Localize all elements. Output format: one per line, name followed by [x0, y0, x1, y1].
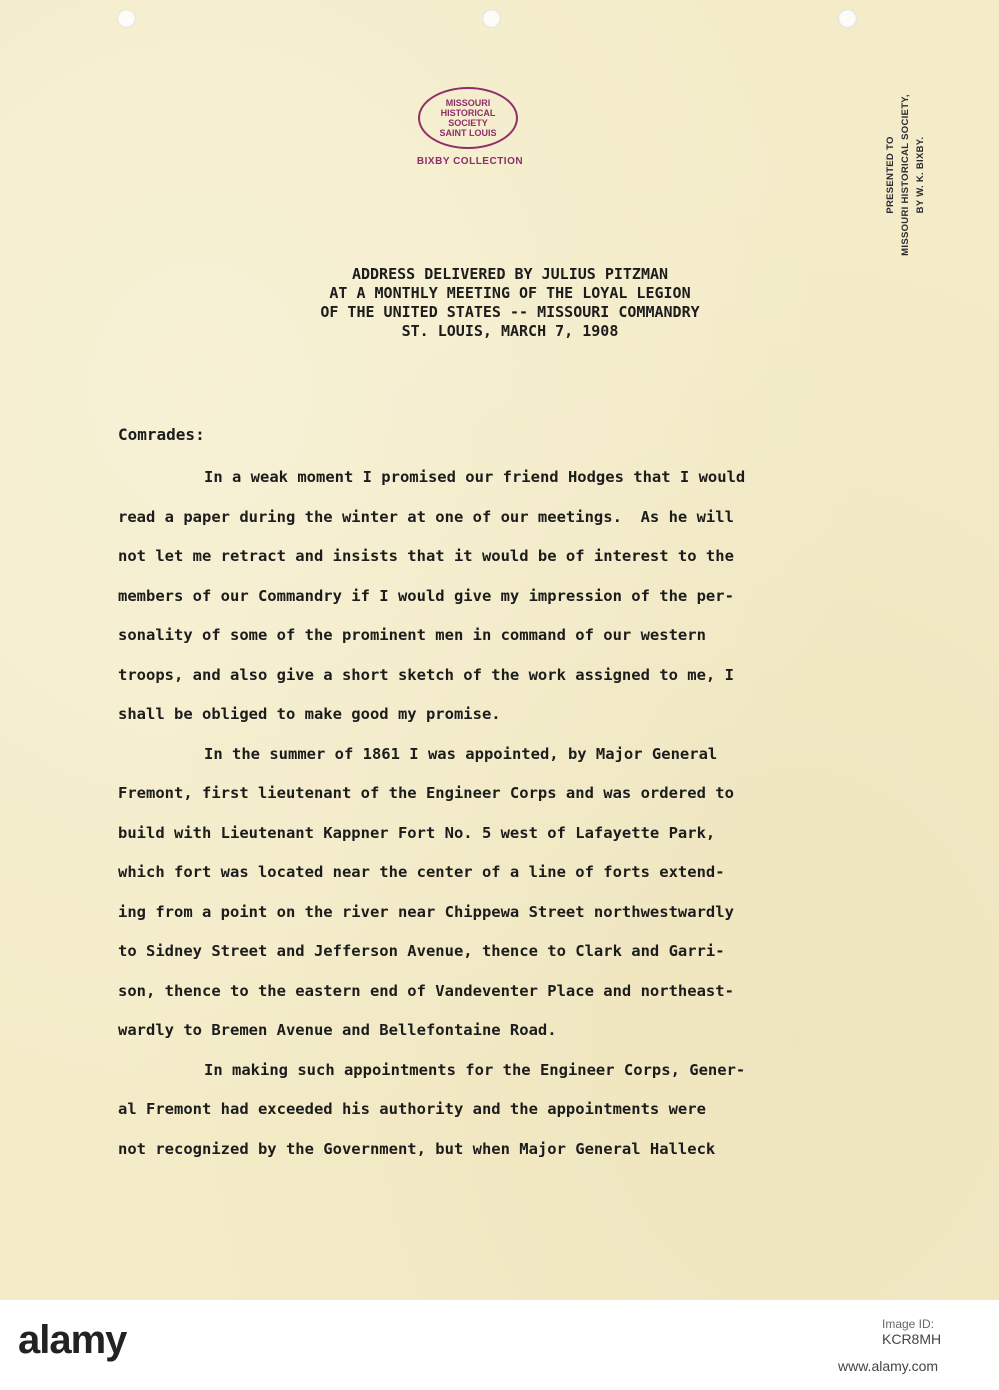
text-line: shall be obliged to make good my promise. — [118, 705, 501, 723]
side-stamp-line: BY W. K. BIXBY. — [915, 136, 926, 214]
text-line: ing from a point on the river near Chippewa Street northwestwardly — [118, 902, 734, 921]
text-line: troops, and also give a short sketch of the work assigned to me, I — [118, 665, 734, 684]
text-line: wardly to Bremen Avenue and Bellefontaine Road. — [118, 1021, 557, 1039]
historical-society-stamp — [418, 87, 518, 149]
presented-by-stamp — [883, 80, 928, 270]
stamp-line: SAINT LOUIS — [439, 128, 497, 138]
text-line: al Fremont had exceeded his authority and the appointments were — [118, 1100, 706, 1118]
watermark-footer — [0, 1300, 999, 1390]
side-stamp-line: PRESENTED TO — [885, 136, 896, 214]
heading-line: OF THE UNITED STATES -- MISSOURI COMMANDRY — [320, 303, 700, 321]
text-line: build with Lieutenant Kappner Fort No. 5 west of Lafayette Park, — [118, 823, 716, 842]
body-text — [118, 458, 918, 1169]
stamp-line: MISSOURI — [445, 98, 491, 108]
collection-label: BIXBY COLLECTION — [416, 156, 524, 167]
heading-line: ADDRESS DELIVERED BY JULIUS PITZMAN — [351, 265, 669, 283]
document-heading — [230, 265, 790, 341]
text-line: In the summer of 1861 I was appointed, by Major General — [204, 744, 718, 763]
text-line: members of our Commandry if I would give my impression of the per- — [118, 586, 734, 605]
punch-hole — [117, 9, 136, 28]
text-line: son, thence to the eastern end of Vandeventer Place and northeast- — [118, 981, 734, 1000]
text-line: Fremont, first lieutenant of the Engineer Corps and was ordered to — [118, 784, 734, 802]
alamy-logo: alamy — [18, 1318, 127, 1362]
side-stamp-line: MISSOURI HISTORICAL SOCIETY, — [900, 94, 911, 256]
image-id — [882, 1315, 941, 1347]
footer-url: www.alamy.com — [838, 1358, 939, 1374]
text-line: read a paper during the winter at one of our meetings. As he will — [118, 507, 734, 526]
punch-hole — [482, 9, 501, 28]
punch-hole — [838, 9, 857, 28]
text-line: not recognized by the Government, but when Major General Halleck — [118, 1139, 716, 1158]
salutation: Comrades: — [118, 425, 205, 444]
image-id-label: Image ID: — [882, 1317, 935, 1331]
image-id-value: KCR8MH — [882, 1331, 942, 1347]
stamp-line: SOCIETY — [448, 118, 488, 128]
stamp-line: HISTORICAL — [440, 108, 496, 118]
text-line: In a weak moment I promised our friend Hodges that I would — [204, 468, 746, 486]
text-line: In making such appointments for the Engineer Corps, Gener- — [204, 1060, 746, 1079]
text-line: which fort was located near the center of a line of forts extend- — [118, 863, 725, 881]
text-line: sonality of some of the prominent men in command of our western — [118, 626, 706, 644]
text-line: not let me retract and insists that it would be of interest to the — [118, 547, 734, 565]
heading-line: ST. LOUIS, MARCH 7, 1908 — [401, 322, 619, 340]
text-line: to Sidney Street and Jefferson Avenue, thence to Clark and Garri- — [118, 942, 725, 960]
heading-line: AT A MONTHLY MEETING OF THE LOYAL LEGION — [329, 284, 691, 302]
